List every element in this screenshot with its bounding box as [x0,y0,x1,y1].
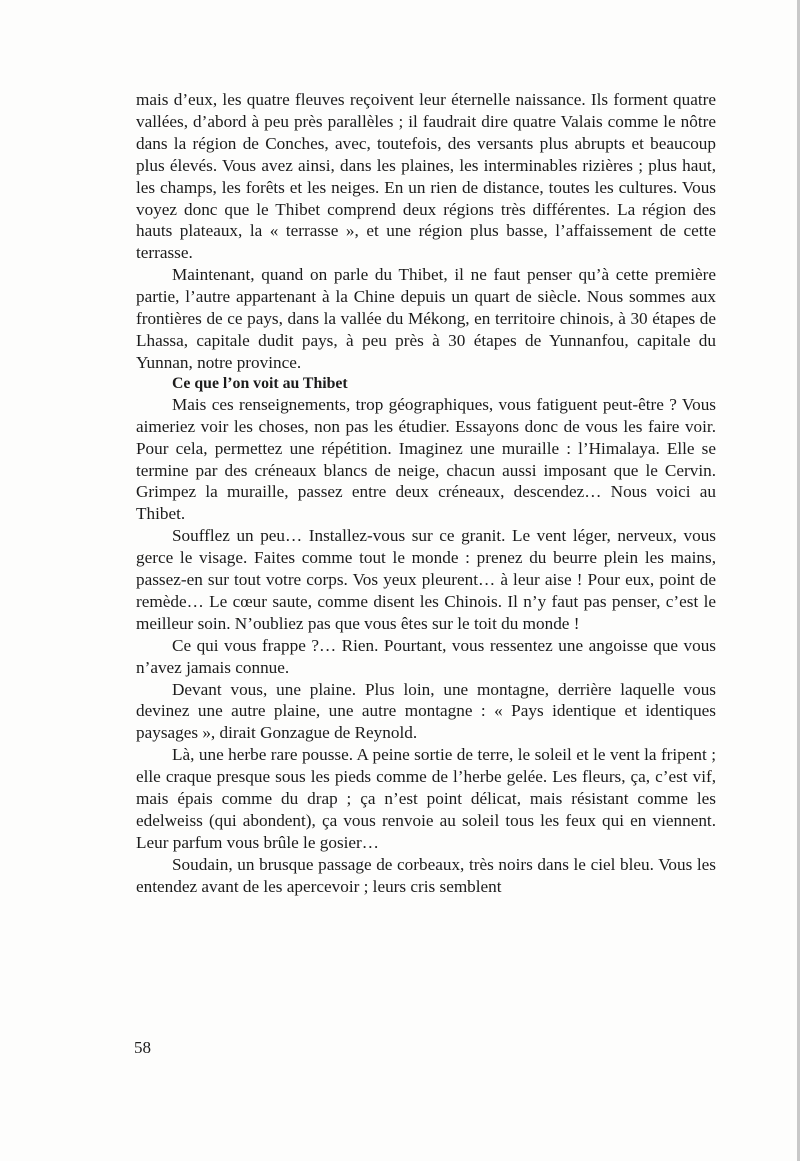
section-heading: Ce que l’on voit au Thibet [172,374,348,392]
paragraph: Soufflez un peu… Installez-vous sur ce granit. Le vent léger, nerveux, vous gerce le visage. Faites comme tout le monde : prenez du beurre plein les mains, passez-en sur tout votre corps. Vos yeux pleurent… à leur aise ! Pour eux, point de remède… Le cœur saute, comme disent les Chinois. Il n’y faut pas penser, c’est le meilleur soin. N’oubliez pas que vous êtes sur le toit du monde ! [136,526,716,633]
paragraph: Maintenant, quand on parle du Thibet, il ne faut penser qu’à cette première partie, l’autre appartenant à la Chine depuis un quart de siècle. Nous sommes aux frontières de ce pays, dans la vallée du Mékong, en territoire chinois, à 30 étapes de Lhassa, capitale dudit pays, à peu près à 30 étapes de Yunnanfou, capitale du Yunnan, notre province. [136,265,716,372]
paragraph: Ce qui vous frappe ?… Rien. Pourtant, vous ressentez une angoisse que vous n’avez jamais connue. [136,635,716,677]
paragraph-continuation: mais d’eux, les quatre fleuves reçoivent leur éternelle naissance. Ils forment quatre vallées, d’abord à peu près parallèles ; il faudrait dire quatre Valais comme le nôtre dans la région de Conches, avec, toutefois, des versants plus abrupts et beaucoup plus élevés. Vous avez ainsi, dans les plaines, les interminables rizières ; plus haut, les champs, les forêts et les neiges. En un rien de distance, toutes les cultures. Vous voyez donc que le Thibet comprend deux régions très différentes. La région des hauts plateaux, la « terrasse », et une région plus basse, l’affaissement de cette terrasse. [136,90,716,263]
body-text [136,89,716,898]
paragraph: Devant vous, une plaine. Plus loin, une montagne, derrière laquelle vous devinez une autre plaine, une autre montagne : « Pays identique et identiques paysages », dirait Gonzague de Reynold. [136,679,716,743]
paragraph: Soudain, un brusque passage de corbeaux, très noirs dans le ciel bleu. Vous les entendez avant de les apercevoir ; leurs cris semblent [136,854,716,896]
paragraph: Là, une herbe rare pousse. A peine sortie de terre, le soleil et le vent la fripent ; elle craque presque sous les pieds comme de l’herbe gelée. Les fleurs, ça, c’est vif, mais épais comme du drap ; ça n’est point délicat, mais résistant comme les edelweiss (qui abondent), ça vous renvoie au soleil tous les feux qui en viennent. Leur parfum vous brûle le gosier… [136,745,716,852]
page-number: 58 [134,1038,151,1057]
paragraph: Mais ces renseignements, trop géographiques, vous fatiguent peut-être ? Vous aimeriez voir les choses, non pas les étudier. Essayons donc de vous les faire voir. Pour cela, permettez une répétition. Imaginez une muraille : l’Himalaya. Elle se termine par des créneaux blancs de neige, chacun aussi imposant que le Cervin. Grimpez la muraille, passez entre deux créneaux, descendez… Nous voici au Thibet. [136,394,716,524]
